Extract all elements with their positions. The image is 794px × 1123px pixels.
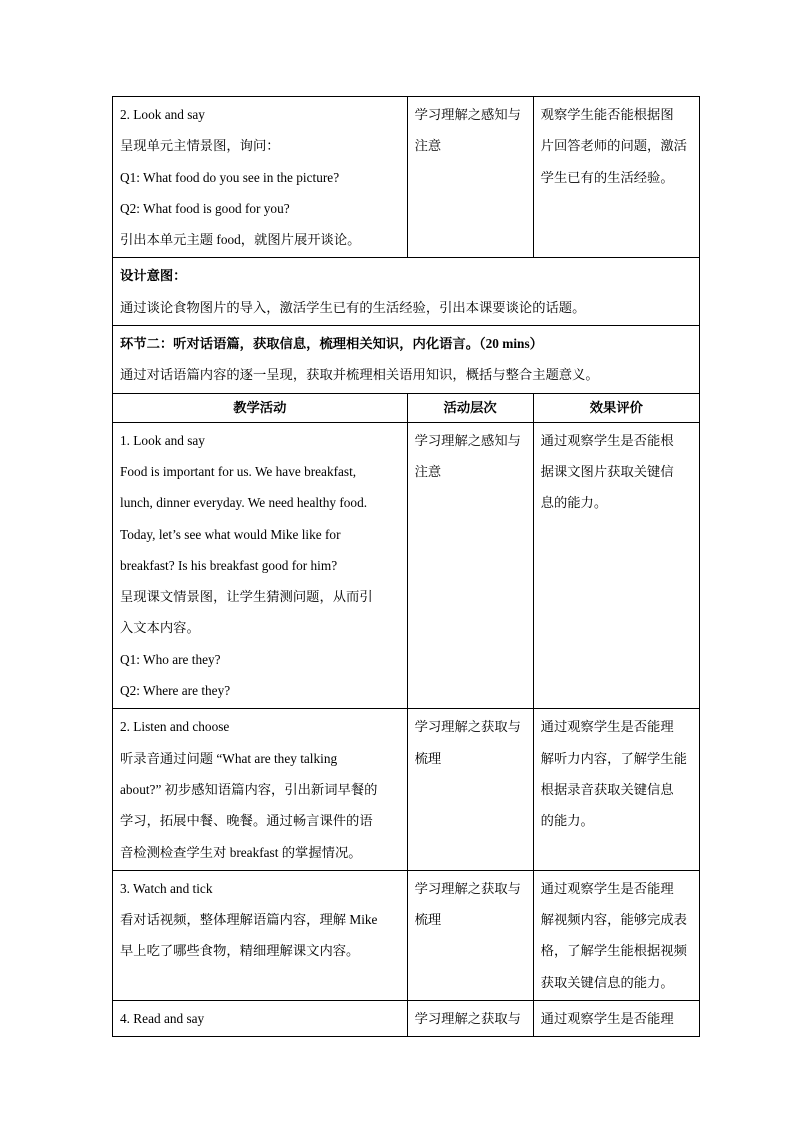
activity-line: Q2: Where are they? xyxy=(120,683,231,699)
activity-line: 1. Look and say xyxy=(120,432,205,448)
table-row xyxy=(113,709,700,870)
activity-line: 引出本单元主题 food，就图片展开谈论。 xyxy=(120,232,361,248)
header-level: 活动层次 xyxy=(407,393,533,422)
lesson-plan-body xyxy=(113,97,700,1037)
level-cell xyxy=(407,1001,533,1037)
evaluation-line: 通过观察学生是否能理 xyxy=(540,880,674,896)
evaluation-cell xyxy=(533,422,699,709)
activity-line: 呈现课文情景图，让学生猜测问题，从而引 xyxy=(120,589,373,605)
evaluation-cell xyxy=(533,97,699,258)
design-intent-row-text: 通过谈论食物图片的导入，激活学生已有的生活经验，引出本课要谈论的话题。 xyxy=(120,299,586,315)
level-line: 注意 xyxy=(414,138,442,154)
design-intent-row-heading: 设计意图： xyxy=(120,268,187,284)
activity-line: Today, let’s see what would Mike like for xyxy=(120,526,341,542)
activity-cell xyxy=(113,97,408,258)
activity-line: lunch, dinner everyday. We need healthy food. xyxy=(120,495,368,511)
table-row xyxy=(113,422,700,709)
activity-line: 2. Listen and choose xyxy=(120,719,230,735)
level-line: 注意 xyxy=(414,463,442,479)
activity-line: 听录音通过问题 “What are they talking xyxy=(120,750,338,766)
activity-line: 学习，拓展中餐、晚餐。通过畅言课件的语 xyxy=(120,813,373,829)
activity-cell xyxy=(113,870,408,1000)
evaluation-cell xyxy=(533,870,699,1000)
activity-line: Q1: What food do you see in the picture? xyxy=(120,169,340,185)
level-line: 学习理解之感知与 xyxy=(414,107,521,122)
activity-line: about?” 初步感知语篇内容，引出新词早餐的 xyxy=(120,781,378,797)
evaluation-line: 通过观察学生是否能根 xyxy=(540,432,674,448)
evaluation-line: 片回答老师的问题，激活 xyxy=(540,138,687,154)
evaluation-line: 据课文图片获取关键信 xyxy=(540,463,674,479)
table-row xyxy=(113,1001,700,1037)
evaluation-cell xyxy=(533,1001,699,1037)
evaluation-line: 息的能力。 xyxy=(540,495,608,511)
activity-line: 早上吃了哪些食物，精细理解课文内容。 xyxy=(120,943,360,959)
activity-line: 音检测检查学生对 breakfast 的掌握情况。 xyxy=(120,844,362,860)
header-activity: 教学活动 xyxy=(113,393,408,422)
activity-cell xyxy=(113,709,408,870)
evaluation-line: 通过观察学生是否能理 xyxy=(540,1011,674,1027)
level-line: 学习理解之获取与 xyxy=(414,719,521,735)
activity-cell xyxy=(113,422,408,709)
evaluation-line: 通过观察学生是否能理 xyxy=(540,719,674,735)
design-intent-row xyxy=(113,258,700,326)
level-cell xyxy=(407,97,533,258)
lesson-plan-table xyxy=(112,96,700,1037)
activity-line: Q2: What food is good for you? xyxy=(120,200,290,216)
activity-line: 4. Read and say xyxy=(120,1011,205,1027)
activity-cell xyxy=(113,1001,408,1037)
section-row-heading: 环节二：听对话语篇，获取信息，梳理相关知识，内化语言。（20 mins） xyxy=(120,336,543,352)
design-intent-row-cell xyxy=(113,258,700,326)
evaluation-line: 观察学生能否能根据图 xyxy=(540,107,674,122)
level-line: 梳理 xyxy=(414,750,442,766)
level-cell xyxy=(407,709,533,870)
activity-line: 看对话视频，整体理解语篇内容，理解 Mike xyxy=(120,912,378,928)
evaluation-line: 根据录音获取关键信息 xyxy=(540,781,674,797)
level-cell xyxy=(407,422,533,709)
activity-line: 入文本内容。 xyxy=(120,620,200,636)
evaluation-line: 解听力内容，了解学生能 xyxy=(540,750,687,766)
activity-line: 呈现单元主情景图，询问： xyxy=(120,138,280,154)
level-cell xyxy=(407,870,533,1000)
section-row-text: 通过对话语篇内容的逐一呈现，获取并梳理相关语用知识，概括与整合主题意义。 xyxy=(120,367,599,383)
level-line: 学习理解之获取与 xyxy=(414,880,521,896)
header-evaluation: 效果评价 xyxy=(533,393,699,422)
evaluation-line: 格，了解学生能根据视频 xyxy=(540,943,687,959)
evaluation-line: 的能力。 xyxy=(540,813,594,829)
evaluation-line: 解视频内容，能够完成表 xyxy=(540,912,687,928)
evaluation-line: 获取关键信息的能力。 xyxy=(540,974,674,990)
activity-line: Q1: Who are they? xyxy=(120,651,221,667)
table-row xyxy=(113,870,700,1000)
evaluation-cell xyxy=(533,709,699,870)
activity-line: breakfast? Is his breakfast good for him? xyxy=(120,557,338,573)
evaluation-line: 学生已有的生活经验。 xyxy=(540,169,674,185)
level-line: 学习理解之获取与 xyxy=(414,1011,521,1027)
activity-line: 3. Watch and tick xyxy=(120,880,213,896)
level-line: 学习理解之感知与 xyxy=(414,432,521,448)
level-line: 梳理 xyxy=(414,912,442,928)
activity-line: 2. Look and say xyxy=(120,107,205,122)
section-row-cell xyxy=(113,326,700,394)
section-row xyxy=(113,326,700,394)
column-header-row xyxy=(113,393,700,422)
table-row xyxy=(113,97,700,258)
activity-line: Food is important for us. We have breakfast, xyxy=(120,463,357,479)
